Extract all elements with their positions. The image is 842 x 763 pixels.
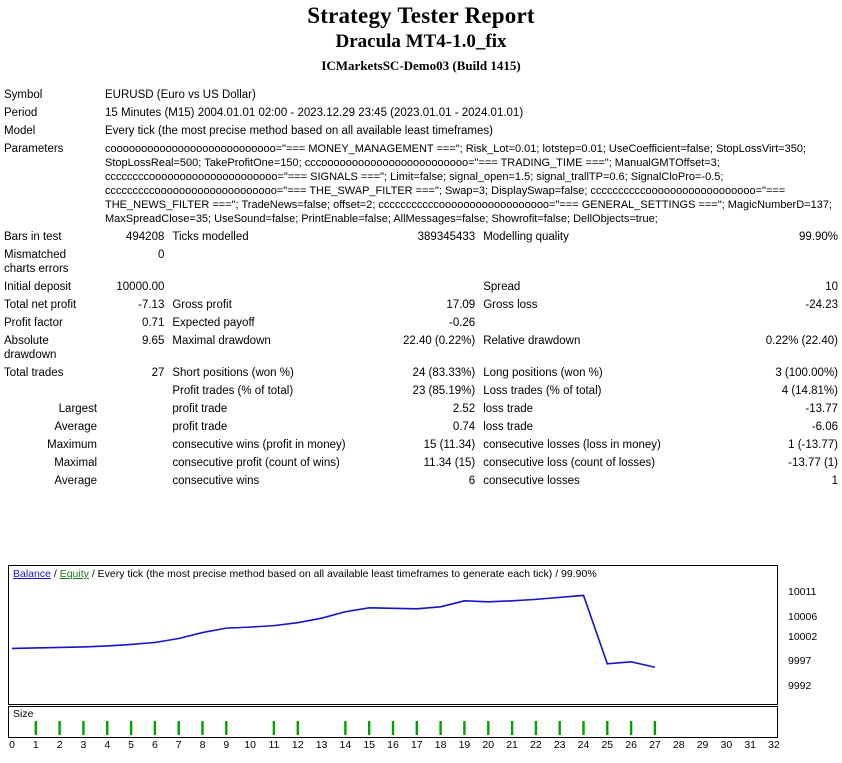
x-tick-label: 22 xyxy=(530,739,542,751)
spread-label: Spread xyxy=(483,281,521,293)
page-title: Strategy Tester Report xyxy=(307,3,535,28)
x-tick-label: 29 xyxy=(696,739,709,751)
table-row-net-profit xyxy=(0,296,842,314)
profit-factor-value: 0.71 xyxy=(141,317,165,329)
maximal-drawdown-value: 22.40 (0.22%) xyxy=(402,335,476,347)
table-row-bars xyxy=(0,228,842,246)
size-bar xyxy=(201,721,203,735)
model-label: Model xyxy=(4,125,36,137)
size-bar xyxy=(535,721,537,735)
gross-profit-label: Gross profit xyxy=(172,299,232,311)
largest-loss-trade-value: -13.77 xyxy=(805,403,838,415)
x-tick-label: 28 xyxy=(672,739,685,751)
table-row-total-trades xyxy=(0,364,842,382)
x-tick-label: 11 xyxy=(268,739,280,751)
size-bar xyxy=(106,721,108,735)
x-tick-label: 30 xyxy=(720,739,733,751)
size-bar xyxy=(297,721,299,735)
x-tick-label: 9 xyxy=(223,739,230,751)
initial-deposit-label: Initial deposit xyxy=(4,281,72,293)
legend-separator-2: / xyxy=(91,568,95,580)
size-bar xyxy=(511,721,513,735)
spread-value: 10 xyxy=(825,281,838,293)
max-consecutive-losses-value: 1 (-13.77) xyxy=(788,439,838,451)
strategy-name: Dracula MT4-1.0_fix xyxy=(335,31,507,52)
x-tick-label: 13 xyxy=(315,739,328,751)
max-consecutive-wins-value: 15 (11.34) xyxy=(423,439,476,451)
modelling-quality-value: 99.90% xyxy=(798,231,838,243)
long-positions-label: Long positions (won %) xyxy=(483,367,603,379)
largest-loss-trade-label: loss trade xyxy=(483,403,534,415)
balance-line-svg xyxy=(9,566,777,704)
x-tick-label: 7 xyxy=(175,739,182,751)
expected-payoff-value: -0.26 xyxy=(448,317,476,329)
legend-description: Every tick (the most precise method based on all available least timeframes to generate each tick) / 99.90% xyxy=(97,568,597,580)
size-bar xyxy=(654,721,656,735)
x-tick-label: 27 xyxy=(649,739,661,751)
y-tick-label: 10006 xyxy=(788,610,818,623)
balance-equity-chart xyxy=(8,565,834,757)
bars-in-test-label: Bars in test xyxy=(4,231,62,243)
x-tick-label: 4 xyxy=(104,739,111,751)
absolute-drawdown-value: 9.65 xyxy=(141,335,165,347)
table-row-mismatched xyxy=(0,246,842,278)
table-row-symbol xyxy=(0,86,842,104)
profit-trades-value: 23 (85.19%) xyxy=(412,385,476,397)
average2-label: Average xyxy=(54,475,98,487)
size-axis-label: Size xyxy=(13,708,34,720)
x-tick-label: 19 xyxy=(458,739,471,751)
report-table xyxy=(0,86,842,490)
size-bar xyxy=(630,721,632,735)
average-label: Average xyxy=(54,421,98,433)
size-plot-area xyxy=(8,706,778,738)
legend-separator: / xyxy=(53,568,57,580)
x-tick-label: 17 xyxy=(410,739,423,751)
largest-profit-trade-value: 2.52 xyxy=(452,403,476,415)
chart-x-axis-labels xyxy=(8,739,778,755)
table-row-largest xyxy=(0,400,842,418)
maximal-consecutive-profit-value: 11.34 (15) xyxy=(423,457,476,469)
size-bar xyxy=(559,721,561,735)
size-bars-svg xyxy=(9,707,777,737)
y-tick-label: 9997 xyxy=(788,655,812,668)
symbol-label: Symbol xyxy=(4,89,43,101)
total-net-profit-value: -7.13 xyxy=(138,299,165,311)
total-net-profit-label: Total net profit xyxy=(4,299,77,311)
loss-trades-label: Loss trades (% of total) xyxy=(483,385,602,397)
table-row-model xyxy=(0,122,842,140)
table-row-average-consecutive xyxy=(0,472,842,490)
ticks-modelled-label: Ticks modelled xyxy=(172,231,249,243)
table-row-profit-trades xyxy=(0,382,842,400)
largest-label: Largest xyxy=(58,403,98,415)
size-bar xyxy=(487,721,489,735)
x-tick-label: 6 xyxy=(151,739,158,751)
mismatched-errors-value: 0 xyxy=(157,249,165,261)
relative-drawdown-label: Relative drawdown xyxy=(483,335,581,347)
expected-payoff-label: Expected payoff xyxy=(172,317,255,329)
maximal-consecutive-loss-label: consecutive loss (count of losses) xyxy=(483,457,656,469)
x-tick-label: 20 xyxy=(482,739,495,751)
symbol-value: EURUSD (Euro vs US Dollar) xyxy=(105,89,256,101)
y-tick-label: 10002 xyxy=(788,630,818,643)
profit-factor-label: Profit factor xyxy=(4,317,63,329)
initial-deposit-value: 10000.00 xyxy=(116,281,165,293)
average-profit-trade-label: profit trade xyxy=(172,421,228,433)
x-tick-label: 18 xyxy=(434,739,447,751)
table-row-period xyxy=(0,104,842,122)
x-tick-label: 21 xyxy=(506,739,518,751)
x-tick-label: 31 xyxy=(744,739,757,751)
avg-consecutive-wins-value: 6 xyxy=(468,475,476,487)
ticks-modelled-value: 389345433 xyxy=(417,231,476,243)
x-tick-label: 26 xyxy=(625,739,637,751)
mismatched-errors-label: Mismatched charts errors xyxy=(4,249,69,275)
avg-consecutive-losses-label: consecutive losses xyxy=(483,475,580,487)
y-tick-label: 10011 xyxy=(788,585,817,598)
maximal-consecutive-loss-value: -13.77 (1) xyxy=(788,457,838,469)
loss-trades-value: 4 (14.81%) xyxy=(781,385,838,397)
table-row-parameters xyxy=(0,140,842,228)
avg-consecutive-losses-value: 1 xyxy=(831,475,838,487)
absolute-drawdown-label: Absolute drawdown xyxy=(4,335,57,361)
profit-trades-label: Profit trades (% of total) xyxy=(172,385,294,397)
avg-consecutive-wins-label: consecutive wins xyxy=(172,475,260,487)
x-tick-label: 16 xyxy=(387,739,399,751)
size-bar xyxy=(344,721,346,735)
legend-equity[interactable]: Equity xyxy=(59,568,89,580)
balance-line xyxy=(12,595,655,667)
x-tick-label: 15 xyxy=(363,739,376,751)
maximum-label: Maximum xyxy=(47,439,98,451)
chart-y-axis-labels xyxy=(780,565,834,705)
x-tick-label: 10 xyxy=(244,739,256,751)
max-consecutive-losses-label: consecutive losses (loss in money) xyxy=(483,439,661,451)
long-positions-value: 3 (100.00%) xyxy=(775,367,838,379)
table-row-maximum xyxy=(0,436,842,454)
x-tick-label: 8 xyxy=(199,739,206,751)
size-bar xyxy=(273,721,275,735)
x-tick-label: 12 xyxy=(291,739,304,751)
size-bar xyxy=(154,721,156,735)
size-bar xyxy=(416,721,418,735)
size-bar xyxy=(392,721,394,735)
x-tick-label: 3 xyxy=(80,739,87,751)
legend-balance[interactable]: Balance xyxy=(13,568,51,580)
x-tick-label: 14 xyxy=(339,739,352,751)
broker-server: ICMarketsSC-Demo03 (Build 1415) xyxy=(321,58,521,73)
gross-loss-label: Gross loss xyxy=(483,299,538,311)
gross-loss-value: -24.23 xyxy=(805,299,838,311)
size-bar xyxy=(582,721,584,735)
table-row-drawdown xyxy=(0,332,842,364)
average-profit-trade-value: 0.74 xyxy=(452,421,476,433)
size-bar xyxy=(82,721,84,735)
y-tick-label: 9992 xyxy=(788,680,812,693)
x-tick-label: 0 xyxy=(9,739,15,751)
x-tick-label: 32 xyxy=(768,739,780,751)
size-bar xyxy=(439,721,441,735)
model-value: Every tick (the most precise method based on all available least timeframes) xyxy=(105,125,493,137)
size-bar xyxy=(130,721,132,735)
x-tick-label: 2 xyxy=(56,739,63,751)
relative-drawdown-value: 0.22% (22.40) xyxy=(765,335,838,347)
max-consecutive-wins-label: consecutive wins (profit in money) xyxy=(172,439,346,451)
size-bar xyxy=(35,721,37,735)
total-trades-value: 27 xyxy=(151,367,165,379)
average-loss-trade-value: -6.06 xyxy=(811,421,838,433)
size-bar xyxy=(463,721,465,735)
modelling-quality-label: Modelling quality xyxy=(483,231,569,243)
table-row-average xyxy=(0,418,842,436)
maximal-label: Maximal xyxy=(54,457,98,469)
report-title-block xyxy=(0,0,842,76)
period-value: 15 Minutes (M15) 2004.01.01 02:00 - 2023.12.29 23:45 (2023.01.01 - 2024.01.01) xyxy=(105,107,524,119)
bars-in-test-value: 494208 xyxy=(125,231,165,243)
table-row-maximal xyxy=(0,454,842,472)
parameters-value: cooooooooooooooooooooooooooo="=== MONEY_MANAGEMENT ==="; Risk_Lot=0.01; lotstep=0.01; UseCoefficient=false; StopLossVirt=350; StopLossReal=500; TakeProfitOne=150; cccoooooooooooooooooooooooo="=== TRADING_TIME ==="; ManualGMTOffset=3; ccccccccooooooooooooooooooooo="=== SIGNALS ==="; Limit=false; signal_open=1.5; signal_trallTP=0.6; SignalCloPro=-0.5; cccccccccoooooooooooooooooooo="=== THE_SWAP_FILTER ==="; Swap=3; DisplaySwap=false; ccccccccccoooooooooooooooooo="=== THE_NEWS_FILTER ==="; TradeNews=false; offset=2; cccccccccccoooooooooooooooooo="=== GENERAL_SETTINGS ==="; MagicNumberD=137; MaxSpreadClose=35; UseSound=false; PrintEnable=false; AllMessages=false; Showrofit=false; DellObjects=true; xyxy=(105,143,832,225)
parameters-label: Parameters xyxy=(4,143,64,155)
maximal-drawdown-label: Maximal drawdown xyxy=(172,335,271,347)
gross-profit-value: 17.09 xyxy=(446,299,476,311)
x-tick-label: 25 xyxy=(601,739,614,751)
average-loss-trade-label: loss trade xyxy=(483,421,534,433)
total-trades-label: Total trades xyxy=(4,367,64,379)
x-tick-label: 5 xyxy=(128,739,134,751)
size-bar xyxy=(178,721,180,735)
x-tick-label: 23 xyxy=(553,739,566,751)
size-bar xyxy=(368,721,370,735)
maximal-consecutive-profit-label: consecutive profit (count of wins) xyxy=(172,457,340,469)
x-tick-label: 1 xyxy=(32,739,39,751)
size-bar xyxy=(58,721,60,735)
short-positions-label: Short positions (won %) xyxy=(172,367,294,379)
size-bar xyxy=(225,721,227,735)
chart-plot-area xyxy=(8,565,778,705)
chart-legend xyxy=(13,568,597,580)
x-tick-label: 24 xyxy=(577,739,590,751)
period-label: Period xyxy=(4,107,38,119)
table-row-profit-factor xyxy=(0,314,842,332)
size-bar xyxy=(606,721,608,735)
largest-profit-trade-label: profit trade xyxy=(172,403,228,415)
short-positions-value: 24 (83.33%) xyxy=(412,367,476,379)
table-row-deposit xyxy=(0,278,842,296)
